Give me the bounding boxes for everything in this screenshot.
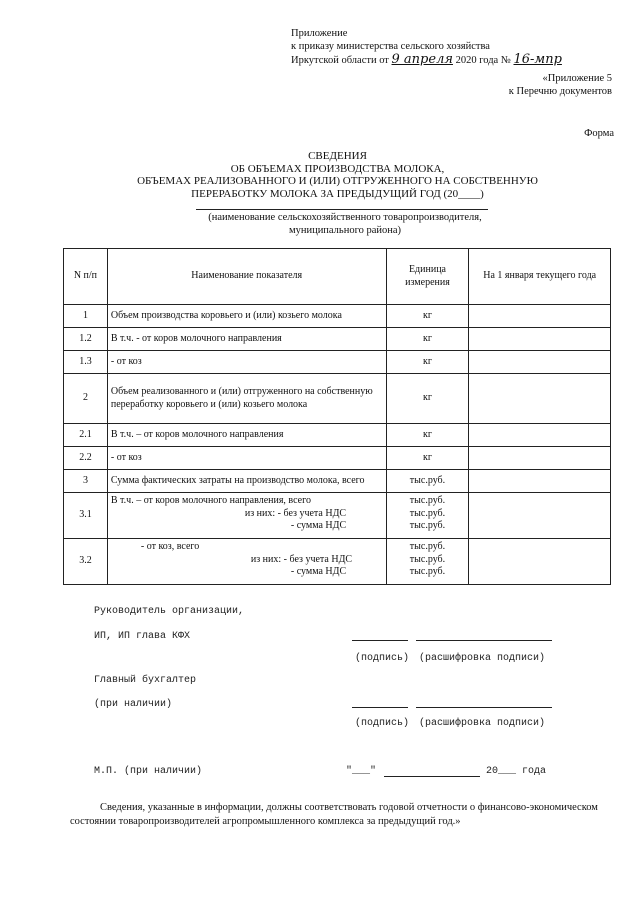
footnote-line1: Сведения, указанные в информации, должны соответствовать годовой отчетности о финансово-экономическом <box>100 802 598 813</box>
row-value[interactable] <box>469 351 611 374</box>
row-name: - от коз <box>107 447 386 470</box>
table-row <box>64 374 611 424</box>
row-value[interactable] <box>469 328 611 351</box>
row-n: 1.3 <box>64 351 108 374</box>
row-unit: кг <box>386 351 469 374</box>
row-name: Объем реализованного и (или) отгруженного на собственную переработку коровьего и (или) козьего молока <box>107 374 386 424</box>
title-line1: СВЕДЕНИЯ <box>308 150 367 162</box>
row-unit-line: тыс.руб. <box>409 495 446 506</box>
row-value[interactable] <box>469 539 611 585</box>
footnote-line2: состоянии товаропроизводителей агропромышленного комплекса за предыдущий год.» <box>70 816 461 827</box>
appendix-line2: к Перечню документов <box>508 86 612 97</box>
row-value[interactable] <box>469 447 611 470</box>
head-label-line2: ИП, ИП глава КФХ <box>94 631 191 642</box>
header-line1: Приложение <box>291 28 348 39</box>
date-month-line[interactable] <box>384 776 480 777</box>
row-name-line1: - от коз, всего <box>140 541 200 552</box>
row-unit: кг <box>386 447 469 470</box>
row-name: - от коз <box>107 351 386 374</box>
header-appendix <box>291 27 562 67</box>
date-day: "___" <box>346 766 377 777</box>
row-name <box>107 493 386 539</box>
row-name: Объем производства коровьего и (или) козьего молока <box>107 305 386 328</box>
row-unit <box>386 539 469 585</box>
producer-caption-line1: (наименование сельскохозяйственного товаропроизводителя, <box>208 212 482 223</box>
producer-caption-line2: муниципального района) <box>288 225 402 236</box>
appendix-ref <box>509 72 612 98</box>
title-line4: ПЕРЕРАБОТКУ МОЛОКА ЗА ПРЕДЫДУЩИЙ ГОД (20____) <box>191 187 484 200</box>
table-row <box>64 470 611 493</box>
row-n: 2 <box>64 374 108 424</box>
accountant-signature-line[interactable] <box>352 707 408 708</box>
row-n: 3 <box>64 470 108 493</box>
table-row <box>64 305 611 328</box>
row-name: В т.ч. – от коров молочного направления <box>107 424 386 447</box>
header-line2: к приказу министерства сельского хозяйства <box>291 41 490 52</box>
row-name-line3: - сумма НДС <box>290 520 347 531</box>
row-name-line1: В т.ч. – от коров молочного направления, всего <box>110 495 311 506</box>
row-unit-line: тыс.руб. <box>409 520 446 531</box>
head-signature-line[interactable] <box>352 640 408 641</box>
row-unit: кг <box>386 305 469 328</box>
row-value[interactable] <box>469 374 611 424</box>
row-name: Сумма фактических затраты на производство молока, всего <box>107 470 386 493</box>
seal-label: М.П. (при наличии) <box>94 766 203 777</box>
row-value[interactable] <box>469 470 611 493</box>
row-n: 2.2 <box>64 447 108 470</box>
row-value[interactable] <box>469 493 611 539</box>
row-unit <box>386 493 469 539</box>
row-unit: кг <box>386 374 469 424</box>
row-name-line2: из них: - без учета НДС <box>250 553 353 565</box>
row-name-line2: из них: - без учета НДС <box>244 507 347 519</box>
head-decode-line[interactable] <box>416 640 552 641</box>
title-line3: ОБЪЕМАХ РЕАЛИЗОВАННОГО И (ИЛИ) ОТГРУЖЕННОГО НА СОБСТВЕННУЮ <box>137 175 538 187</box>
table-row <box>64 424 611 447</box>
row-unit-line: тыс.руб. <box>409 553 446 565</box>
accountant-decode-caption: (расшифровка подписи) <box>419 718 546 729</box>
accountant-decode-line[interactable] <box>416 707 552 708</box>
row-n: 2.1 <box>64 424 108 447</box>
header-unit: Единица измерения <box>386 249 469 305</box>
table-row <box>64 328 611 351</box>
row-unit: кг <box>386 328 469 351</box>
head-sign-caption: (подпись) <box>355 653 410 664</box>
row-n: 1.2 <box>64 328 108 351</box>
producer-caption <box>150 211 540 237</box>
row-value[interactable] <box>469 424 611 447</box>
row-unit-line: тыс.руб. <box>409 507 446 519</box>
table-row <box>64 447 611 470</box>
header-line3: Иркутской области от 9 апреля 2020 года № 16-мпр <box>291 52 562 67</box>
indicators-table <box>63 248 611 585</box>
row-unit-line: тыс.руб. <box>409 566 446 577</box>
row-n: 1 <box>64 305 108 328</box>
handwritten-date: 9 апреля <box>391 52 453 67</box>
row-n: 3.1 <box>64 493 108 539</box>
header-name: Наименование показателя <box>107 249 386 305</box>
producer-name-line <box>196 209 488 210</box>
header-jan1: На 1 января текущего года <box>469 249 611 305</box>
row-name <box>107 539 386 585</box>
row-unit: кг <box>386 424 469 447</box>
appendix-line1: «Приложение 5 <box>542 73 612 84</box>
row-value[interactable] <box>469 305 611 328</box>
header-n: N п/п <box>64 249 108 305</box>
head-label-line1: Руководитель организации, <box>94 606 245 617</box>
row-unit: тыс.руб. <box>386 470 469 493</box>
handwritten-number: 16-мпр <box>513 52 562 67</box>
accountant-label-line1: Главный бухгалтер <box>94 675 197 686</box>
row-n: 3.2 <box>64 539 108 585</box>
table-row <box>64 493 611 539</box>
table-row <box>64 351 611 374</box>
accountant-sign-caption: (подпись) <box>355 718 410 729</box>
accountant-label-line2: (при наличии) <box>94 699 173 710</box>
document-title <box>60 150 615 200</box>
title-line2: ОБ ОБЪЕМАХ ПРОИЗВОДСТВА МОЛОКА, <box>230 162 445 175</box>
date-year: 20___ года <box>486 766 547 777</box>
form-label: Форма <box>584 128 614 139</box>
table-row <box>64 539 611 585</box>
row-name-line3: - сумма НДС <box>290 566 347 577</box>
head-decode-caption: (расшифровка подписи) <box>419 653 546 664</box>
row-name: В т.ч. - от коров молочного направления <box>107 328 386 351</box>
row-unit-line: тыс.руб. <box>409 541 446 552</box>
